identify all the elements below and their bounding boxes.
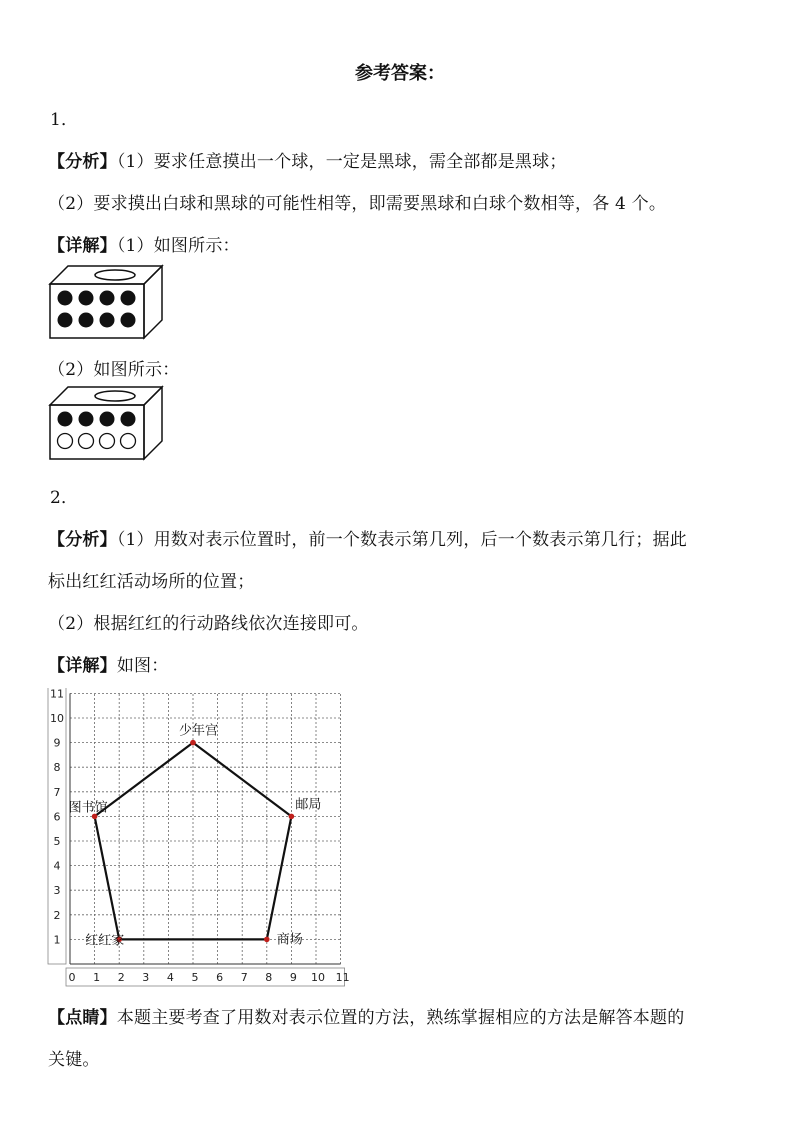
x-tick-label: 3 [142, 971, 150, 984]
q2-detail [48, 651, 168, 676]
location-label: 红红家 [85, 933, 125, 949]
box1-black-ball [79, 313, 94, 328]
q2-analysis-tag: 【分析】 [48, 530, 117, 550]
location-label: 邮局 [295, 797, 322, 813]
box2-black-ball [100, 412, 115, 427]
box2-white-ball [79, 434, 94, 449]
box1-black-ball [58, 313, 73, 328]
q2-analysis-line3: （2）根据红红的行动路线依次连接即可。 [48, 614, 369, 634]
location-label: 图书馆 [68, 800, 108, 816]
y-tick-label: 3 [53, 884, 61, 898]
x-tick-label: 5 [191, 971, 199, 984]
box1-black-ball [58, 291, 73, 306]
location-point [289, 814, 295, 820]
box2-black-ball [58, 412, 73, 427]
location-point [190, 740, 196, 746]
box2-side-face [144, 387, 162, 459]
q2-comment [48, 1003, 684, 1028]
x-tick-label: 11 [335, 971, 350, 984]
y-tick-label: 9 [53, 736, 61, 750]
route-path [95, 743, 292, 940]
box1-black-ball [121, 313, 136, 328]
x-tick-strip [66, 968, 345, 986]
y-tick-label: 6 [53, 810, 61, 824]
x-tick-label: 1 [93, 971, 101, 984]
x-tick-label: 6 [216, 971, 224, 984]
q2-analysis-line2: 标出红红活动场所的位置； [48, 572, 255, 592]
q1-number: 1． [50, 110, 79, 130]
q1-analysis-tag: 【分析】 [48, 152, 117, 172]
q2-comment-line2: 关键。 [48, 1050, 100, 1070]
q1-analysis-line2: （2）要求摸出白球和黑球的可能性相等，即需要黑球和白球个数相等，各 4 个。 [48, 194, 667, 214]
q2-detail-tag: 【详解】 [48, 656, 117, 676]
box2-white-ball [58, 434, 73, 449]
box1-top-face [50, 266, 162, 284]
coordinate-grid [46, 688, 356, 990]
q1-detail-line1: （1）如图所示： [116, 236, 240, 256]
box2-black-ball [79, 412, 94, 427]
x-tick-label: 0 [68, 971, 76, 984]
x-tick-label: 10 [311, 971, 325, 984]
y-tick-label: 11 [50, 688, 64, 701]
box1-black-ball [100, 291, 115, 306]
box2-top-face [50, 387, 162, 405]
q1-analysis [48, 147, 567, 172]
ball-box-1 [46, 262, 166, 342]
x-tick-label: 2 [117, 971, 125, 984]
q1-detail-line2: （2）如图所示： [48, 360, 180, 380]
x-tick-label: 9 [289, 971, 297, 984]
box1-side-face [144, 266, 162, 338]
y-tick-label: 7 [53, 785, 61, 799]
q2-comment-tag: 【点睛】 [48, 1008, 117, 1028]
y-tick-label: 8 [53, 761, 61, 775]
x-tick-label: 8 [265, 971, 273, 984]
y-tick-label: 10 [50, 712, 64, 725]
box2-white-ball [121, 434, 136, 449]
q2-analysis [48, 525, 687, 550]
q1-detail [48, 231, 240, 256]
q2-analysis-line1: （1）用数对表示位置时，前一个数表示第几列，后一个数表示第几行；据此 [116, 530, 687, 550]
page-title: 参考答案： [355, 63, 445, 84]
box1-black-ball [121, 291, 136, 306]
q1-analysis-line1: （1）要求任意摸出一个球，一定是黑球，需全部都是黑球； [116, 152, 567, 172]
box2-black-ball [121, 412, 136, 427]
box1-black-ball [100, 313, 115, 328]
y-tick-label: 1 [53, 933, 61, 947]
y-tick-label: 5 [53, 835, 61, 848]
location-label: 少年宫 [179, 723, 219, 739]
location-point [264, 937, 270, 943]
q1-detail-tag: 【详解】 [48, 236, 117, 256]
box2-opening [95, 391, 135, 401]
q2-comment-line1: 本题主要考查了用数对表示位置的方法，熟练掌握相应的方法是解答本题的 [116, 1008, 685, 1028]
y-tick-label: 4 [53, 859, 61, 873]
x-tick-label: 7 [240, 971, 248, 984]
box2-white-ball [100, 434, 115, 449]
box1-opening [95, 270, 135, 280]
y-tick-label: 2 [53, 908, 61, 922]
ball-box-2 [46, 383, 166, 463]
location-label: 商场 [276, 932, 303, 948]
y-tick-strip [48, 688, 66, 964]
box1-black-ball [79, 291, 94, 306]
q2-number: 2． [50, 488, 79, 508]
x-tick-label: 4 [166, 971, 174, 984]
q2-detail-text: 如图： [116, 656, 169, 676]
